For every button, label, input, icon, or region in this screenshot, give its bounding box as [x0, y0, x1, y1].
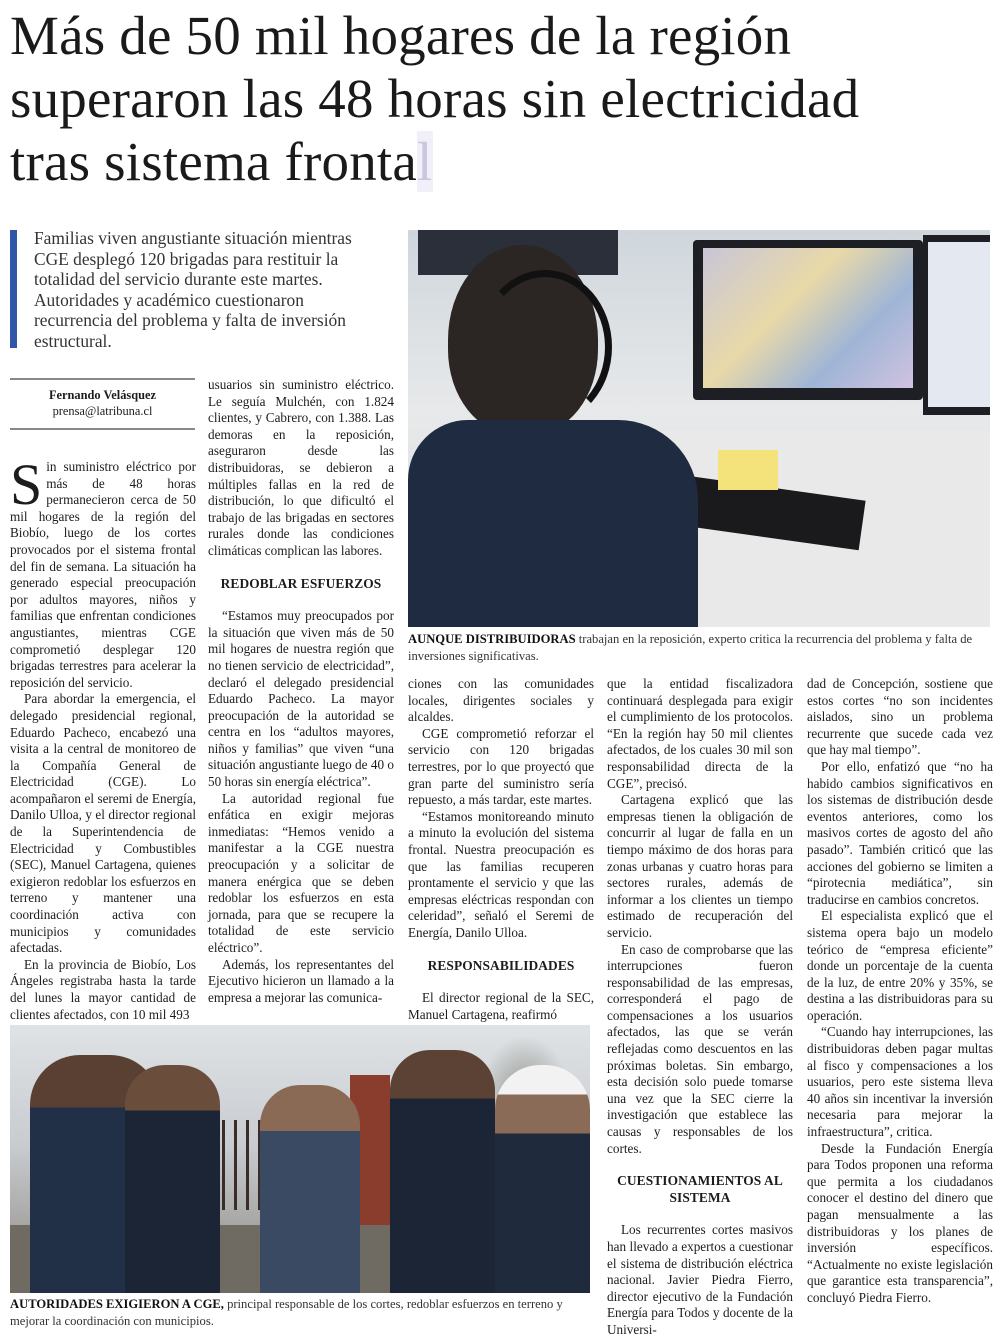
article-paragraph: que la entidad fiscalizadora continuará desplegada para exigir el cumplimiento de los protocolos. “En la región hay 50 mil clientes afectados, de los cuales 30 mil son responsabilidad directa de la CGE”, precisó.: [607, 676, 793, 791]
section-subheading: CUESTIONAMIENTOS AL SISTEMA: [617, 1173, 783, 1205]
photo-authorities-visit: [10, 1025, 590, 1293]
headline-line-1: Más de 50 mil hogares de la región: [10, 5, 792, 66]
caption-lead: AUNQUE DISTRIBUIDORAS: [408, 632, 576, 646]
article-paragraph: usuarios sin suministro eléctrico. Le seguía Mulchén, con 1.824 clientes, y Cabrero, con 1.388. Las demoras en la reposición, aseguraron desde las distribuidoras, se debieron a múltiples fallas en la red de distribución, lo que dificultó el trabajo de las brigadas en sectores rurales donde las condiciones climáticas complican las labores.: [208, 377, 394, 558]
article-column-5: [807, 676, 993, 1307]
article-column-3: [408, 676, 594, 1023]
deck-accent-bar: [10, 230, 17, 348]
article-column-1: [10, 452, 196, 1023]
article-paragraph: ciones con las comunidades locales, dirigentes sociales y alcaldes.: [408, 676, 594, 725]
caption-lead: AUTORIDADES EXIGIERON A CGE,: [10, 1297, 224, 1311]
article-paragraph: La autoridad regional fue enfática en exigir mejoras inmediatas: “Hemos venido a manifestar a la CGE nuestra preocupación y a solicitar de manera enérgica que se deben redoblar los esfuerzos en esta jornada, para que se recupere la totalidad de este servicio eléctrico”.: [208, 790, 394, 955]
article-paragraph: Cartagena explicó que las empresas tienen la obligación de concurrir al lugar de falla en un tiempo máximo de dos horas para zonas urbanas y cuatro horas para sectores rurales, además de informar a los clientes un tiempo estimado de recuperación del servicio.: [607, 792, 793, 940]
sticky-note: [718, 450, 778, 490]
article-paragraph: El especialista explicó que el sistema opera bajo un modelo teórico de “empresa eficiente” donde un porcentaje de la cuenta de la luz, de entre 20% y 35%, se destina a las distribuidoras para su operación.: [807, 908, 993, 1023]
photo-caption-bottom: [10, 1296, 595, 1329]
author-email[interactable]: prensa@latribuna.cl: [52, 403, 153, 418]
monitor-right-screen: [928, 242, 990, 407]
headset-icon: [478, 270, 612, 424]
article-column-2: [208, 377, 394, 1006]
deck: [10, 230, 370, 350]
person-2: [125, 1065, 220, 1293]
photo-monitoring-center: [408, 230, 990, 627]
caption-text: trabajan en la reposición, experto critica la recurrencia del problema y falta de inversiones significativas.: [408, 632, 973, 663]
monitor-map-screen: [703, 248, 913, 388]
headline-line-2: superaron las 48 horas sin electricidad: [10, 68, 860, 129]
person-4: [390, 1050, 495, 1293]
article-paragraph: “Estamos monitoreando minuto a minuto la evolución del sistema frontal. Nuestra preocupación es que las familias recuperen prontamente el servicio y que las empresas eléctricas respondan con celeridad”, señaló el Seremi de Energía, Danilo Ulloa.: [408, 808, 594, 940]
byline: [10, 378, 195, 430]
section-subheading: REDOBLAR ESFUERZOS: [220, 575, 382, 591]
article-paragraph: El director regional de la SEC, Manuel Cartagena, reafirmó: [408, 990, 594, 1022]
article-paragraph: Por ello, enfatizó que “no ha habido cambios significativos en los sistemas de distribución desde eventos anteriores, como los masivos cortes de agosto del año pasado”. También criticó que las acciones del gobierno se limiten a “pirotecnia mediática”, sin traducirse en cambios concretos.: [807, 758, 993, 907]
headline-selected-char: l: [417, 131, 433, 192]
author-name: Fernando Velásquez: [48, 388, 157, 402]
article-paragraph: Para abordar la emergencia, el delegado presidencial regional, Eduardo Pacheco, encabezó una visita a la central de monitoreo de la Compañía General de Electricidad (CGE). Lo acompañaron el seremi de Energía, Danilo Ulloa, y el director regional de la Superintendencia de Electricidad y Combustibles (SEC), Manuel Cartagena, quienes exigieron redoblar los esfuerzos en terreno y mantener una coordinación activa con municipios y comunidades afectadas.: [10, 691, 196, 956]
section-subheading: RESPONSABILIDADES: [427, 957, 575, 973]
article-paragraph: Los recurrentes cortes masivos han llevado a expertos a cuestionar el sistema de distribución eléctrica nacional. Javier Piedra Fierro, director ejecutivo de la Fundación Energía para Todos y docente de la Universi-: [607, 1222, 793, 1337]
article-paragraph: En caso de comprobarse que las interrupciones fueron responsabilidad de las empresas, corresponderá el pago de compensaciones a los usuarios afectados, las que se verán reflejadas como descuentos en las próximas boletas. Sin embargo, esta decisión solo puede tomarse una vez que la SEC cierre la investigación que establece las causas y responsables de los cortes.: [607, 941, 793, 1156]
article-paragraph: En la provincia de Biobío, Los Ángeles registraba hasta la tarde del lunes la mayor cantidad de clientes afectados, con 10 mil 493: [10, 956, 196, 1022]
article-paragraph: CGE comprometió reforzar el servicio con 120 brigadas terrestres, por lo que proyectó que gran parte del suministro sería repuesto, a más tardar, este martes.: [408, 725, 594, 808]
article-paragraph: Sin suministro eléctrico por más de 48 horas permanecieron cerca de 50 mil hogares de la región del Biobío, luego de los cortes provocados por el sistema frontal del fin de semana. La situación ha generado especial preocupación por adultos mayores, niños y familias que enfrentan condiciones angustiantes, mientras CGE comprometió desplegar 120 brigadas terrestres para acelerar la reposición del servicio.: [10, 452, 196, 690]
person-5-helmet: [495, 1065, 590, 1293]
article-paragraph: dad de Concepción, sostiene que estos cortes “no son incidentes aislados, sino un problema recurrente que sucede cada vez que hay mal tiempo”.: [807, 676, 993, 758]
person-3: [260, 1085, 360, 1293]
deck-text: Familias viven angustiante situación mientras CGE desplegó 120 brigadas para restituir la totalidad del servicio durante este martes. Autoridades y académico cuestionaron recurrencia del problema y falta de inversión estructural.: [34, 228, 352, 351]
article-paragraph: “Cuando hay interrupciones, las distribuidoras deben pagar multas al fisco y compensaciones a los usuarios, pero este sistema lleva 40 años sin incentivar la inversión necesaria para mejorar la infraestructura”, critica.: [807, 1024, 993, 1140]
article-column-4: [607, 676, 793, 1339]
caption-text: principal responsable de los cortes, redoblar esfuerzos en terreno y mejorar la coordinación con municipios.: [10, 1297, 563, 1328]
article-paragraph: Además, los representantes del Ejecutivo hicieron un llamado a la empresa a mejorar las comunica-: [208, 956, 394, 1005]
article-paragraph: “Estamos muy preocupados por la situación que viven más de 50 mil hogares de nuestra región que no tienen servicio de electricidad”, declaró el delegado presidencial Eduardo Pacheco. La mayor preocupación de la autoridad se centra en los “adultos mayores, niños y familias” que viven “una situación angustiante luego de 40 o 50 horas sin energía eléctrica”.: [208, 608, 394, 790]
headline: [10, 4, 1000, 193]
article-paragraph: Desde la Fundación Energía para Todos proponen una reforma que permita a los ciudadanos conocer el destino del dinero que pagan mensualmente a las distribuidoras y los planes de inversión específicos. “Actualmente no existe legislación que garantice esta transparencia”, concluyó Piedra Fierro.: [807, 1140, 993, 1305]
headline-line-3: tras sistema fronta: [10, 131, 418, 192]
person-body: [408, 420, 698, 627]
photo-caption-top: [408, 631, 993, 664]
